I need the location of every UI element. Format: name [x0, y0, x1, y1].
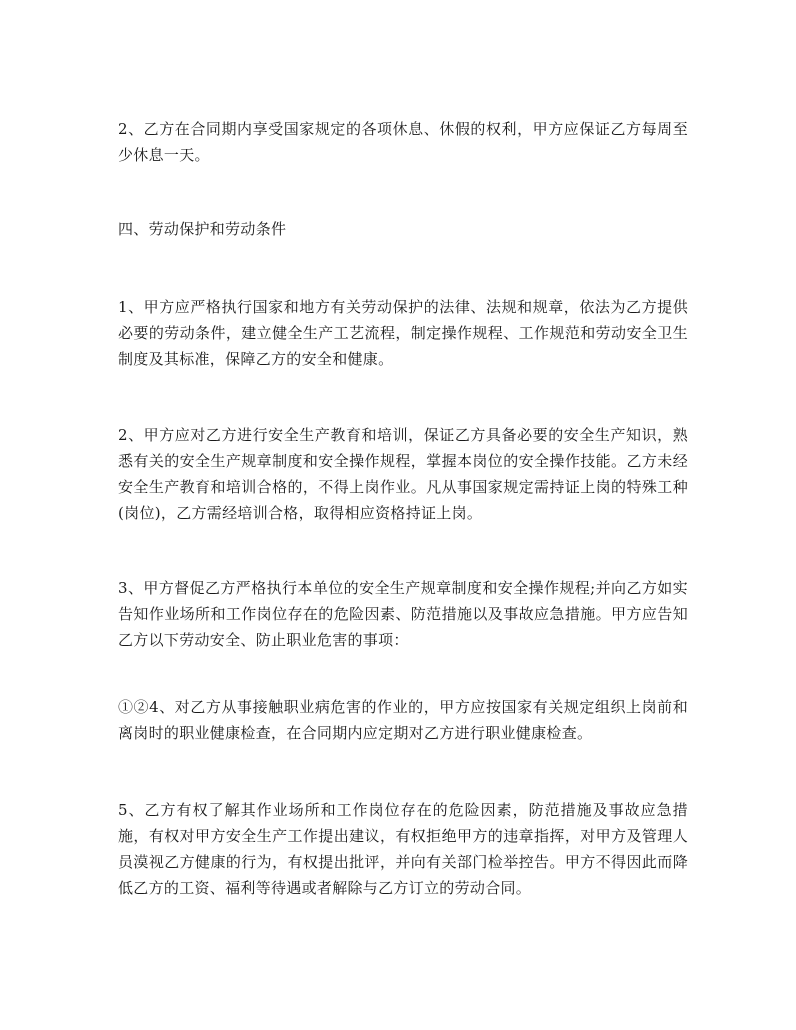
paragraph-health-check: ①②4、对乙方从事接触职业病危害的作业的，甲方应按国家有关规定组织上岗前和离岗时的职业健康检查，在合同期内应定期对乙方进行职业健康检查。: [118, 698, 688, 742]
paragraph-rest-rights: 2、乙方在合同期内享受国家规定的各项休息、休假的权利，甲方应保证乙方每周至少休息一天。: [118, 120, 688, 164]
paragraph-worker-rights: 5、乙方有权了解其作业场所和工作岗位存在的危险因素，防范措施及事故应急措施，有权对甲方安全生产工作提出建议，有权拒绝甲方的违章指挥，对甲方及管理人员漠视乙方健康的行为，有权提出批评，并向有关部门检举控告。甲方不得因此而降低乙方的工资、福利等待遇或者解除与乙方订立的劳动合同。: [118, 801, 688, 897]
paragraph-safety-rules: 3、甲方督促乙方严格执行本单位的安全生产规章制度和安全操作规程;并向乙方如实告知作业场所和工作岗位存在的危险因素、防范措施以及事故应急措施。甲方应告知乙方以下劳动安全、防止职业危害的事项：: [118, 579, 688, 649]
paragraph-safety-training: 2、甲方应对乙方进行安全生产教育和培训，保证乙方具备必要的安全生产知识，熟悉有关的安全生产规章制度和安全操作规程，掌握本岗位的安全操作技能。乙方未经安全生产教育和培训合格的，不得上岗作业。凡从事国家规定需持证上岗的特殊工种(岗位)，乙方需经培训合格，取得相应资格持证上岗。: [118, 426, 688, 522]
section-heading-labor-protection: 四、劳动保护和劳动条件: [118, 220, 287, 238]
paragraph-labor-conditions: 1、甲方应严格执行国家和地方有关劳动保护的法律、法规和规章，依法为乙方提供必要的劳动条件，建立健全生产工艺流程，制定操作规程、工作规范和劳动安全卫生制度及其标准，保障乙方的安全和健康。: [118, 298, 688, 368]
